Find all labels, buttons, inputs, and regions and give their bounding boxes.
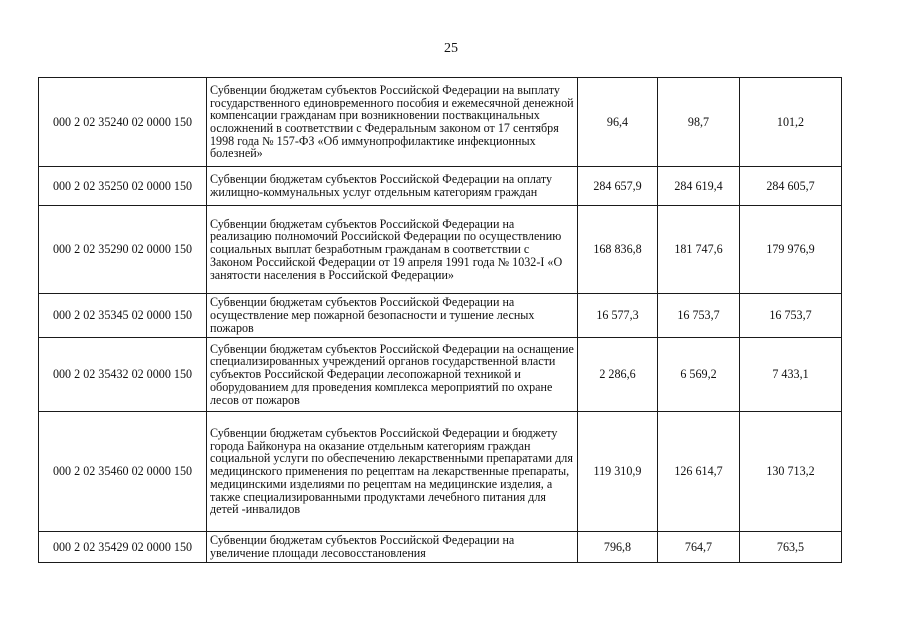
amount-year1-cell: 796,8: [578, 532, 658, 563]
description-cell: Субвенции бюджетам субъектов Российской Федерации на выплату государственного единовременного пособия и ежемесячной денежной компенсации гражданам при возникновении поствакцинальных осложнений в соответствии с Федеральным законом от 17 сентября 1998 года № 157-ФЗ «Об иммунопрофилактике инфекционных болезней»: [207, 78, 578, 167]
budget-table: [38, 77, 842, 563]
amount-year3-cell: 130 713,2: [740, 412, 842, 532]
amount-year2-cell: 284 619,4: [658, 167, 740, 206]
amount-year3-cell: 179 976,9: [740, 206, 842, 294]
amount-year1-cell: 16 577,3: [578, 294, 658, 338]
amount-year3-cell: 7 433,1: [740, 338, 842, 412]
amount-year2-cell: 98,7: [658, 78, 740, 167]
description-cell: Субвенции бюджетам субъектов Российской Федерации на оплату жилищно-коммунальных услуг отдельным категориям граждан: [207, 167, 578, 206]
description-cell: Субвенции бюджетам субъектов Российской Федерации на оснащение специализированных учреждений органов государственной власти субъектов Российской Федерации лесопожарной техникой и оборудованием для проведения комплекса мероприятий по охране лесов от пожаров: [207, 338, 578, 412]
amount-year2-cell: 16 753,7: [658, 294, 740, 338]
amount-year1-cell: 284 657,9: [578, 167, 658, 206]
amount-year1-cell: 119 310,9: [578, 412, 658, 532]
amount-year2-cell: 181 747,6: [658, 206, 740, 294]
description-cell: Субвенции бюджетам субъектов Российской Федерации на реализацию полномочий Российской Федерации по осуществлению социальных выплат безработным гражданам в соответствии с Законом Российской Федерации от 19 апреля 1991 года № 1032-I «О занятости населения в Российской Федерации»: [207, 206, 578, 294]
amount-year3-cell: 284 605,7: [740, 167, 842, 206]
table-row: [39, 338, 842, 412]
page-number: 25: [444, 41, 458, 56]
table-row: [39, 532, 842, 563]
amount-year1-cell: 2 286,6: [578, 338, 658, 412]
amount-year3-cell: 101,2: [740, 78, 842, 167]
table-row: [39, 294, 842, 338]
table-row: [39, 412, 842, 532]
amount-year1-cell: 168 836,8: [578, 206, 658, 294]
budget-code-cell: 000 2 02 35250 02 0000 150: [39, 167, 207, 206]
budget-code-cell: 000 2 02 35429 02 0000 150: [39, 532, 207, 563]
table-row: [39, 206, 842, 294]
table-row: [39, 167, 842, 206]
amount-year2-cell: 6 569,2: [658, 338, 740, 412]
description-cell: Субвенции бюджетам субъектов Российской Федерации на осуществление мер пожарной безопасности и тушение лесных пожаров: [207, 294, 578, 338]
budget-code-cell: 000 2 02 35460 02 0000 150: [39, 412, 207, 532]
description-cell: Субвенции бюджетам субъектов Российской Федерации на увеличение площади лесовосстановления: [207, 532, 578, 563]
amount-year3-cell: 16 753,7: [740, 294, 842, 338]
budget-code-cell: 000 2 02 35432 02 0000 150: [39, 338, 207, 412]
amount-year3-cell: 763,5: [740, 532, 842, 563]
amount-year2-cell: 764,7: [658, 532, 740, 563]
description-cell: Субвенции бюджетам субъектов Российской Федерации и бюджету города Байконура на оказание отдельным категориям граждан социальной услуги по обеспечению лекарственными препаратами для медицинского применения по рецептам на лекарственные препараты, медицинскими изделиями по рецептам на медицинские изделия, а также специализированными продуктами лечебного питания для детей -инвалидов: [207, 412, 578, 532]
budget-code-cell: 000 2 02 35345 02 0000 150: [39, 294, 207, 338]
budget-code-cell: 000 2 02 35240 02 0000 150: [39, 78, 207, 167]
table-row: [39, 78, 842, 167]
amount-year2-cell: 126 614,7: [658, 412, 740, 532]
budget-code-cell: 000 2 02 35290 02 0000 150: [39, 206, 207, 294]
amount-year1-cell: 96,4: [578, 78, 658, 167]
